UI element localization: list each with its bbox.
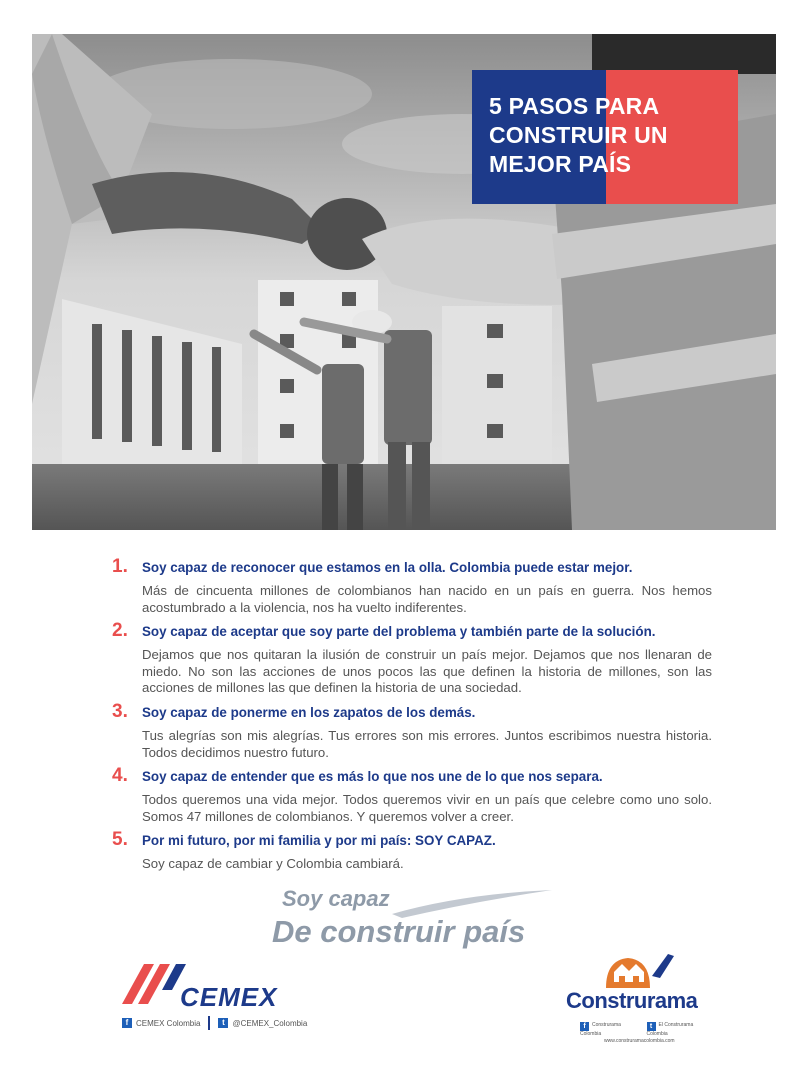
- headline-line: CONSTRUIR UN: [489, 122, 668, 148]
- step-item: [112, 701, 712, 761]
- cemex-logo: [122, 964, 302, 1012]
- cemex-twitter-handle: @CEMEX_Colombia: [232, 1018, 308, 1028]
- step-body: Soy capaz de cambiar y Colombia cambiará.: [142, 856, 404, 871]
- step-body: Más de cincuenta millones de colombianos han nacido en un país en guerra. Nos hemos acostumbrado a la violencia, nos ha vuelto indiferentes.: [142, 583, 712, 615]
- construrama-social: [580, 1022, 706, 1037]
- headline-line: MEJOR PAÍS: [489, 151, 632, 177]
- construrama-twitter-handle: El Construrama Colombia: [646, 1022, 694, 1037]
- construrama-url: www.construramacolombia.com: [604, 1038, 675, 1044]
- twitter-icon: t: [647, 1022, 656, 1031]
- step-number: 4.: [112, 765, 128, 786]
- step-number: 3.: [112, 701, 128, 722]
- step-number: 1.: [112, 556, 128, 577]
- step-body: Dejamos que nos quitaran la ilusión de construir un país mejor. Dejamos que nos llenaran de miedo. No son las acciones de unos pocos las que definen la historia de millones, son las acciones de millones las que definen la historia de una sociedad.: [142, 647, 712, 695]
- construrama-facebook-handle: Construrama Colombia: [580, 1022, 621, 1037]
- cemex-facebook-handle: CEMEX Colombia: [136, 1018, 201, 1028]
- step-number: 5.: [112, 829, 128, 850]
- step-body: Tus alegrías son mis alegrías. Tus errores son mis errores. Juntos escribimos nuestra historia. Todos decidimos nuestro futuro.: [142, 728, 712, 760]
- headline-line: 5 PASOS PARA: [489, 93, 660, 119]
- slogan-line-2: De construir país: [272, 914, 526, 949]
- headline-title: [489, 92, 668, 179]
- facebook-icon: f: [580, 1022, 589, 1031]
- divider: [208, 1016, 210, 1030]
- step-heading: Soy capaz de ponerme en los zapatos de los demás.: [142, 705, 476, 720]
- step-heading: Soy capaz de reconocer que estamos en la olla. Colombia puede estar mejor.: [142, 560, 633, 575]
- step-item: [112, 620, 712, 697]
- cemex-wordmark: CEMEX: [180, 982, 278, 1012]
- step-heading: Soy capaz de entender que es más lo que nos une de lo que nos separa.: [142, 769, 603, 784]
- construrama-house-icon: [566, 946, 706, 990]
- step-item: [112, 556, 712, 616]
- facebook-icon: f: [122, 1018, 132, 1028]
- construrama-wordmark: Construrama: [566, 988, 698, 1013]
- construrama-logo: [566, 946, 706, 1046]
- step-body: Todos queremos una vida mejor. Todos queremos vivir en un país que celebre como uno solo. Somos 47 millones de colombianos. Y queremos volver a creer.: [142, 792, 712, 824]
- cemex-social: [122, 1016, 307, 1030]
- headline-banner: [472, 70, 738, 204]
- slogan: [272, 884, 572, 954]
- twitter-icon: t: [218, 1018, 228, 1028]
- step-heading: Soy capaz de aceptar que soy parte del problema y también parte de la solución.: [142, 624, 656, 639]
- slogan-line-1: Soy capaz: [282, 886, 390, 911]
- step-item: [112, 829, 496, 873]
- step-item: [112, 765, 712, 825]
- step-number: 2.: [112, 620, 128, 641]
- step-heading: Por mi futuro, por mi familia y por mi país: SOY CAPAZ.: [142, 833, 496, 848]
